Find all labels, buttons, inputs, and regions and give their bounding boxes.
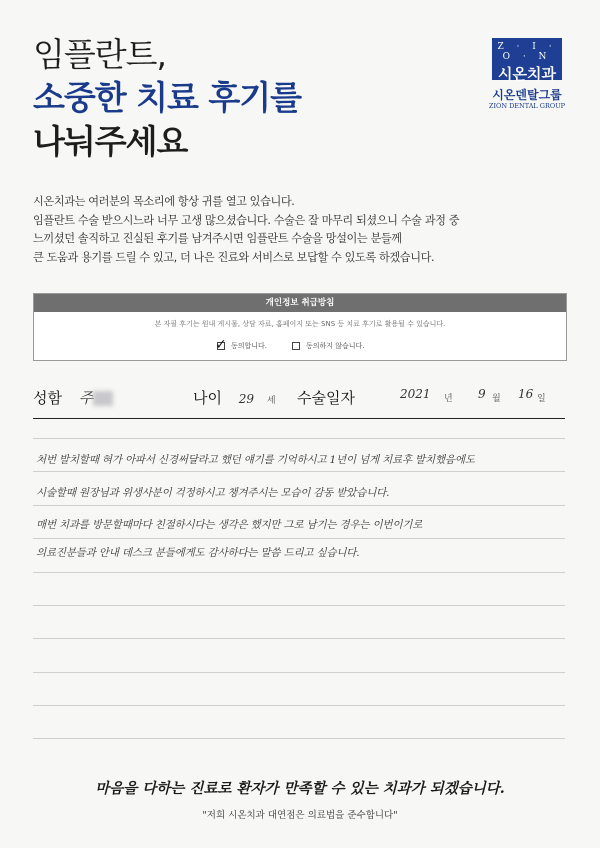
ruled-line	[33, 672, 565, 673]
year-unit: 년	[444, 394, 453, 404]
title-line-2: 소중한 치료 후기를	[33, 78, 302, 117]
age-unit: 세	[266, 396, 276, 406]
age-value: 29	[238, 392, 255, 406]
consent-disagree-option[interactable]	[292, 341, 365, 351]
redacted-name	[93, 391, 113, 406]
surgery-year: 2021	[400, 387, 431, 401]
ruled-line	[33, 505, 565, 506]
intro-line: 큰 도움과 용기를 드릴 수 있고, 더 나은 진료와 서비스로 보답할 수 있도록 하겠습니다.	[33, 250, 435, 264]
privacy-heading: 개인정보 취급방침	[34, 294, 566, 312]
surgery-day: 16	[518, 387, 534, 401]
age-label: 나이	[193, 389, 222, 407]
intro-paragraph	[33, 193, 573, 267]
age-field	[193, 387, 276, 408]
privacy-policy-box	[33, 293, 567, 361]
disagree-label: 동의하지 않습니다.	[306, 342, 365, 350]
checkmark-icon: ✓	[215, 337, 227, 353]
intro-line: 시온치과는 여러분의 목소리에 항상 귀를 열고 있습니다.	[33, 195, 295, 208]
title-line-1: 임플란트,	[33, 35, 167, 74]
ruled-line	[33, 538, 565, 539]
page-title	[33, 34, 301, 164]
info-divider	[33, 418, 565, 419]
ruled-line	[33, 572, 565, 573]
agree-label: 동의합니다.	[231, 342, 268, 350]
ruled-line	[33, 471, 565, 472]
privacy-text: 본 자필 후기는 원내 게시물, 상담 자료, 홈페이지 또는 SNS 등 치료 후기로 활용될 수 있습니다.	[154, 320, 446, 328]
ruled-line	[33, 705, 565, 706]
ruled-line	[33, 605, 565, 606]
consent-agree-option[interactable]	[215, 337, 268, 353]
name-field	[33, 387, 113, 408]
ruled-line	[33, 638, 565, 639]
surgery-date-label: 수술일자	[297, 389, 355, 407]
ruled-line	[33, 438, 565, 439]
review-line: 매번 치과를 방문할때마다 친절하시다는 생각은 했지만 그로 남기는 경우는 이번이기로	[36, 519, 423, 531]
disagree-checkbox[interactable]	[292, 342, 300, 350]
logo-zion-text: Z · I · O · N	[497, 42, 557, 62]
title-line-3: 나눠주세요	[33, 122, 188, 161]
clinic-logo	[492, 38, 562, 83]
day-unit: 일	[537, 394, 546, 404]
month-unit: 월	[492, 394, 501, 404]
review-line: 의료진분들과 안내 데스크 분들에게도 감사하다는 말씀 드리고 싶습니다.	[36, 547, 360, 559]
legal-notice: "저희 시온치과 대연점은 의료법을 준수합니다"	[202, 810, 398, 821]
intro-line: 임플란트 수술 받으시느라 너무 고생 많으셨습니다. 수술은 잘 마무리 되셨으니 수술 과정 중	[33, 213, 460, 227]
review-line: 시술할때 원장님과 위생사분이 걱정하시고 챙겨주시는 모습이 감동 받았습니다.	[36, 487, 390, 499]
review-line: 처번 발치할때 혀가 아파서 신경써달라고 했던 얘기를 기억하시고 1년이 넘게 치료후 발치했음에도	[36, 454, 475, 466]
agree-checkbox[interactable]	[215, 337, 227, 353]
intro-line: 느끼셨던 솔직하고 진실된 후기를 남겨주시면 임플란트 수술을 망설이는 분들께	[33, 232, 402, 245]
ruled-line	[33, 738, 565, 739]
logo-group-name: 시온덴탈그룹	[492, 88, 562, 102]
closing-message: 마음을 다하는 진료로 환자가 만족할 수 있는 치과가 되겠습니다.	[95, 780, 505, 797]
name-value: 주	[78, 389, 94, 407]
logo-clinic-name: 시온치과	[498, 65, 556, 83]
name-label: 성함	[33, 389, 62, 407]
logo-group-english: ZION DENTAL GROUP	[488, 102, 566, 110]
surgery-month: 9	[478, 387, 486, 401]
